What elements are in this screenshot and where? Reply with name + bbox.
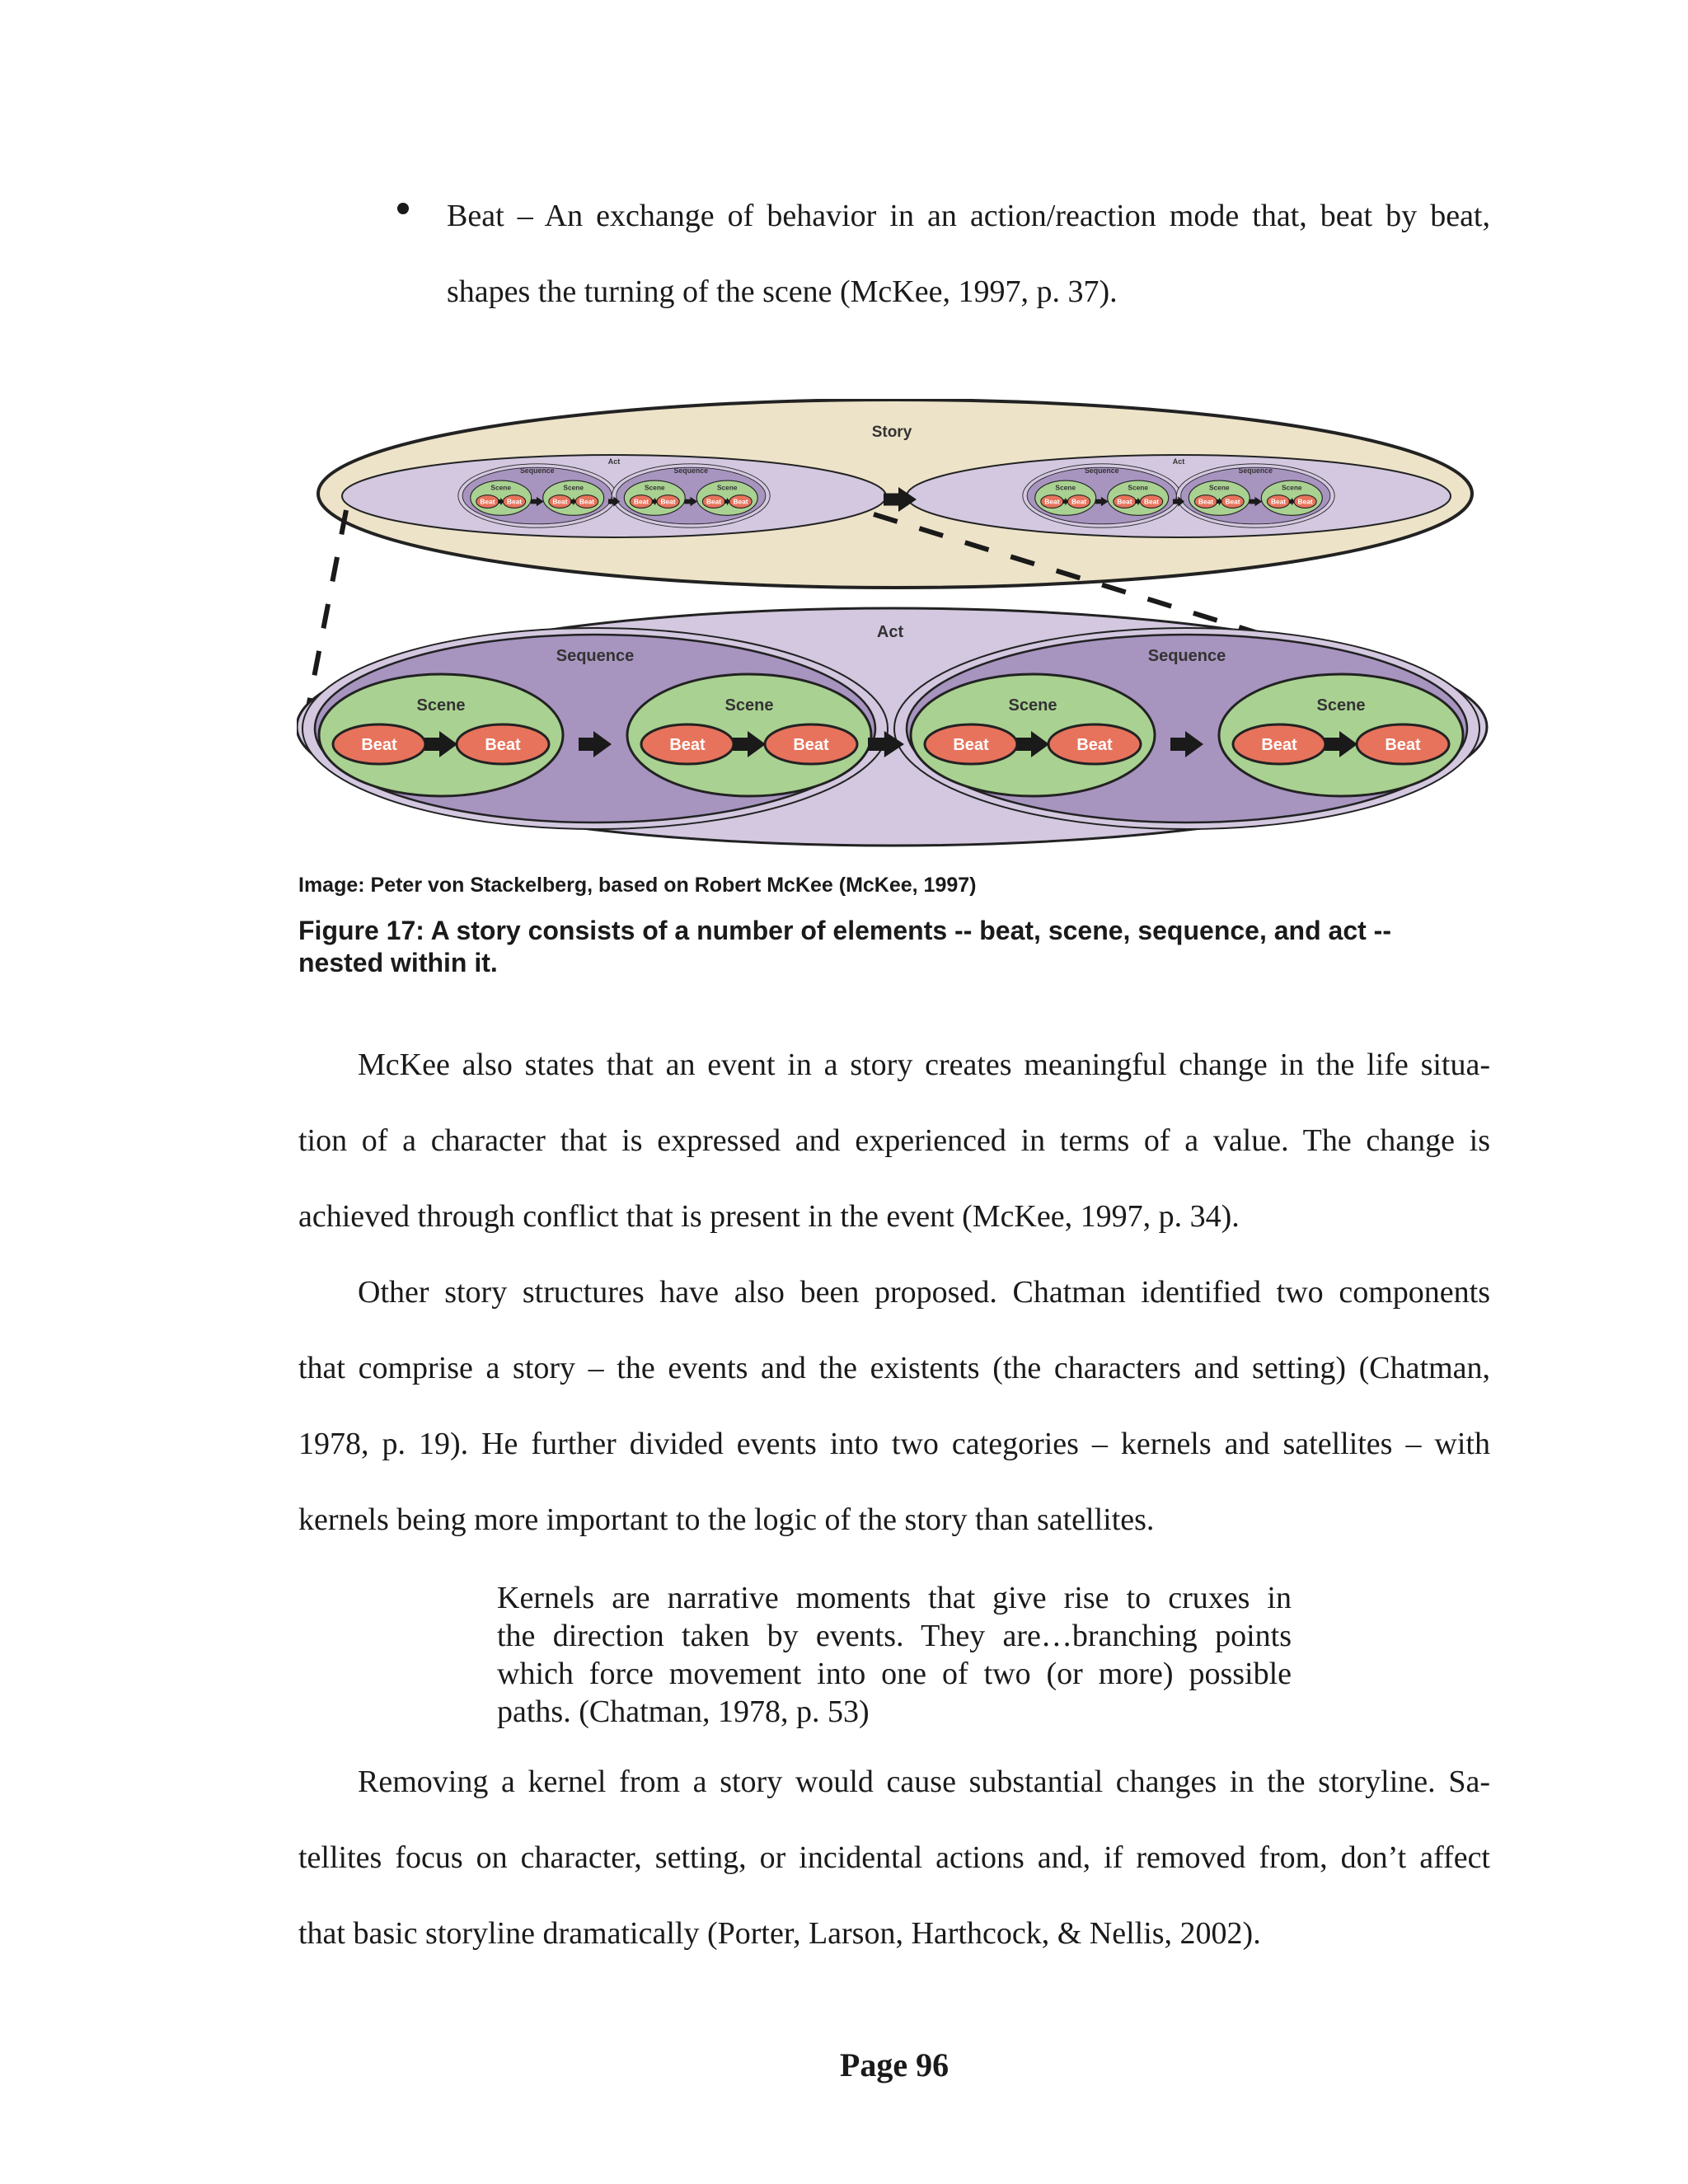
paragraph-3-line-2: tellites focus on character, setting, or incidental actions and, if removed from, don’t affect [298,1840,1490,1875]
scene-label: Scene [1316,696,1366,715]
scene-label: Scene [724,696,774,715]
bullet-text-line-2: shapes the turning of the scene (McKee, 1997, p. 37). [447,274,1118,309]
figure-credit: Image: Peter von Stackelberg, based on Robert McKee (McKee, 1997) [298,874,977,897]
story-act-2 [907,455,1451,537]
block-quote-line-1: Kernels are narrative moments that give rise to cruxes in [497,1581,1292,1615]
scene-label: Scene [644,483,665,492]
sequence-label: Sequence [1147,647,1226,665]
block-quote-line-4: paths. (Chatman, 1978, p. 53) [497,1694,870,1729]
story-label: Story [871,424,912,441]
sequence-label: Sequence [1084,466,1119,475]
beat-label: Beat [1071,497,1087,506]
beat-label: Beat [1076,736,1113,754]
beat-label: Beat [1044,497,1060,506]
sequence-label: Sequence [673,466,709,475]
scene-label: Scene [1055,483,1076,492]
figure-caption-line-1: Figure 17: A story consists of a number of elements -- beat, scene, sequence, and act -- [298,916,1391,945]
scene-label: Scene [490,483,512,492]
beat-label: Beat [480,497,495,506]
beat-label: Beat [669,736,706,754]
sequence-label: Sequence [1238,466,1273,475]
paragraph-3-line-1: Removing a kernel from a story would cause substantial changes in the storyline. Sa- [358,1765,1490,1799]
beat-label: Beat [953,736,989,754]
beat-label: Beat [1270,497,1287,506]
beat-label: Beat [1261,736,1297,754]
story-level-diagram [318,400,1472,588]
scene-label: Scene [1128,483,1149,492]
figure-caption [298,915,1452,979]
bullet-text-line-1: Beat – An exchange of behavior in an action/reaction mode that, beat by beat, [447,199,1490,233]
beat-label: Beat [1297,497,1313,506]
act-label: Act [1172,457,1185,466]
story-act-1 [342,455,886,537]
beat-label: Beat [361,736,397,754]
beat-label: Beat [506,497,523,506]
paragraph-1-line-2: tion of a character that is expressed and experienced in terms of a value. The change is [298,1123,1490,1158]
block-quote-line-2: the direction taken by events. They are…branching points [497,1619,1292,1653]
beat-label: Beat [485,736,521,754]
scene-label: Scene [1208,483,1230,492]
beat-label: Beat [1225,497,1240,506]
act-label: Act [876,623,904,641]
paragraph-2-line-3: 1978, p. 19). He further divided events into two categories – kernels and satellites – with [298,1427,1490,1461]
figure-caption-line-2: nested within it. [298,948,498,977]
paragraph-1-line-3: achieved through conflict that is present in the event (McKee, 1997, p. 34). [298,1199,1240,1234]
page-number: Page 96 [839,2046,950,2083]
sequence-label: Sequence [556,647,635,665]
block-quote-line-3: which force movement into one of two (or more) possible [497,1657,1292,1691]
paragraph-2-line-2: that comprise a story – the events and the existents (the characters and setting) (Chatman, [298,1351,1490,1385]
beat-label: Beat [1143,497,1160,506]
beat-label: Beat [633,497,649,506]
beat-label: Beat [1117,497,1132,506]
scene-label: Scene [716,483,738,492]
scene-label: Scene [1008,696,1057,715]
act-level-diagram [297,608,1487,846]
paragraph-1-line-1: McKee also states that an event in a story creates meaningful change in the life situa- [358,1047,1490,1082]
sequence-label: Sequence [519,466,555,475]
beat-label: Beat [1385,736,1421,754]
beat-label: Beat [660,497,676,506]
paragraph-2-line-4: kernels being more important to the logic of the story than satellites. [298,1502,1155,1537]
scene-label: Scene [1281,483,1302,492]
scene-label: Scene [563,483,584,492]
beat-label: Beat [552,497,568,506]
beat-label: Beat [706,497,722,506]
bullet-dot [397,203,409,214]
beat-label: Beat [733,497,748,506]
story-structure-diagram [297,399,1500,860]
act-label: Act [607,457,621,466]
beat-label: Beat [579,497,595,506]
beat-label: Beat [793,736,829,754]
scene-label: Scene [416,696,466,715]
beat-label: Beat [1198,497,1214,506]
paragraph-3-line-3: that basic storyline dramatically (Porter, Larson, Harthcock, & Nellis, 2002). [298,1916,1261,1951]
paragraph-2-line-1: Other story structures have also been proposed. Chatman identified two components [358,1275,1490,1310]
